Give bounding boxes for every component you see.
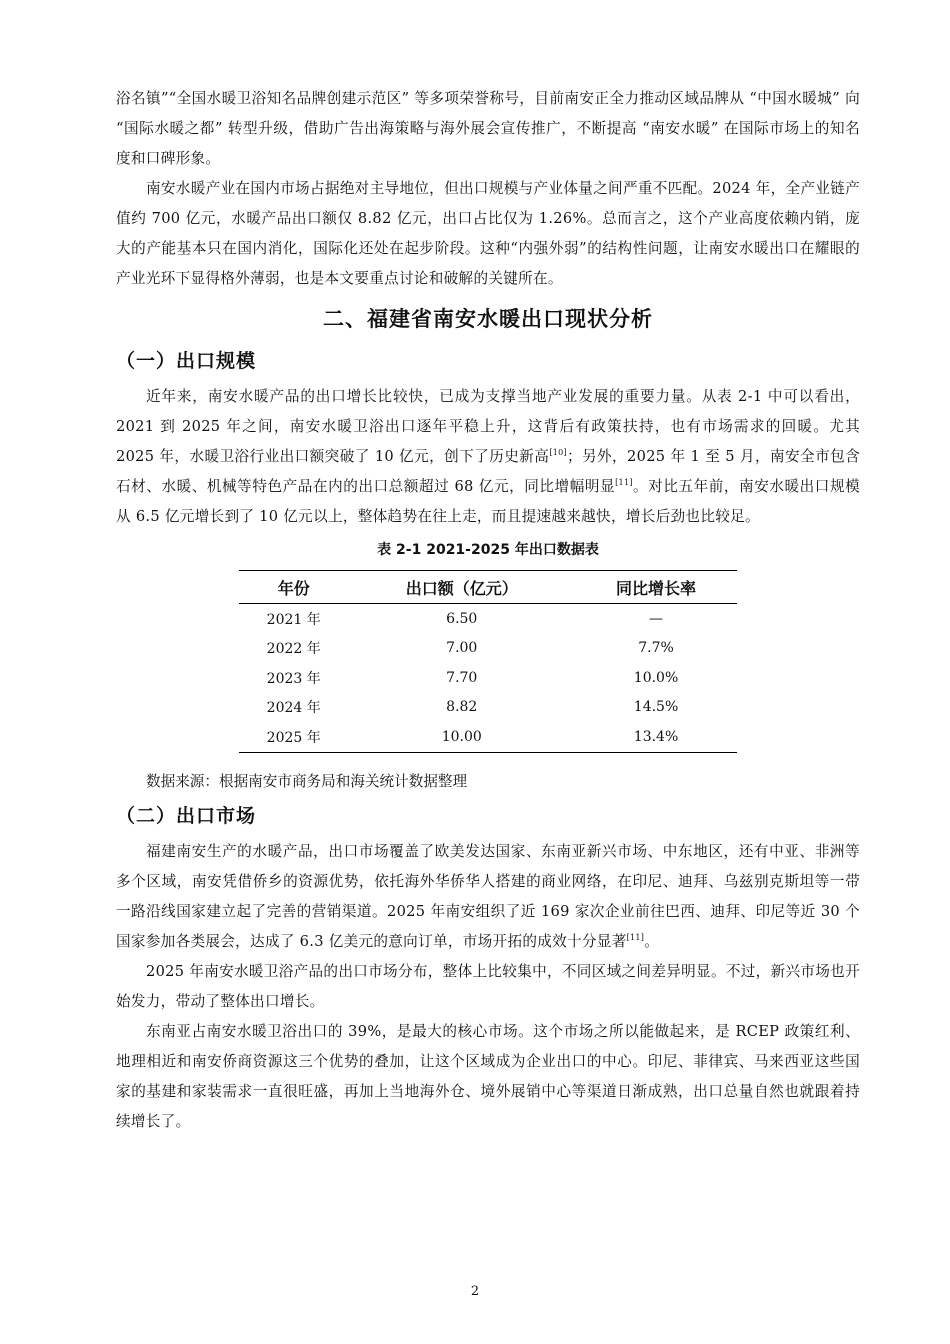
- table-row: [239, 634, 737, 664]
- table-row: [239, 722, 737, 752]
- table-cell-value: 10.00: [441, 728, 482, 745]
- citation-ref: [11]: [626, 932, 645, 942]
- paragraph-domestic-dominance: 南安水暖产业在国内市场占据绝对主导地位，但出口规模与产业体量之间严重不匹配。2024 年，全产业链产值约 700 亿元，水暖产品出口额仅 8.82 亿元，出口占比仅为 1.26%。总而言之，这个产业高度依赖内销，庞大的产能基本只在国内消化，国际化还处在起步阶段。这种“内强外弱”的结构性问题，让南安水暖出口在耀眼的产业光环下显得格外薄弱，也是本文要重点讨论和破解的关键所在。: [116, 180, 860, 287]
- citation-ref: [11]: [615, 478, 633, 487]
- table-cell-value: 7.70: [446, 669, 478, 686]
- table-caption: 表 2-1 2021-2025 年出口数据表: [377, 542, 599, 558]
- table-cell-year: 2025 年: [266, 729, 321, 746]
- text-fragment: ；另外，2025 年 1 至 5 月，南安全市包含石材、水暖、机械等特色产品在内的出口总额超过 68 亿元，同比增幅明显: [116, 448, 861, 495]
- column-header-year: 年份: [239, 571, 348, 604]
- column-header-export-value: 出口额（亿元）: [348, 571, 575, 604]
- table-cell-year: 2022 年: [266, 641, 321, 658]
- text-fragment: 。对比五年前，南安水暖出口规模从 6.5 亿元增长到了 10 亿元以上，整体趋势在往上走，而且提速越来越快，增长后劲也比较足。: [116, 478, 860, 525]
- paragraph-intro-tail: 浴名镇”“全国水暖卫浴知名品牌创建示范区” 等多项荣誉称号，目前南安正全力推动区域品牌从 “中国水暖城” 向 “国际水暖之都” 转型升级，借助广告出海策略与海外展会宣传推广，不断提高 “南安水暖” 在国际市场上的知名度和口碑形象。: [116, 90, 860, 167]
- section-title-export-scale: （一）出口规模: [116, 350, 257, 372]
- document-page: [116, 84, 860, 1137]
- table-row: [239, 693, 737, 723]
- table-cell-year: 2024 年: [266, 700, 321, 717]
- table-cell-growth: —: [649, 610, 664, 627]
- table-source-note: 数据来源：根据南安市商务局和海关统计数据整理: [146, 772, 468, 790]
- table-header-row: [239, 571, 737, 604]
- table-cell-year: 2023 年: [266, 670, 321, 687]
- table-cell-growth: 7.7%: [638, 640, 674, 657]
- page-number: 2: [470, 1284, 480, 1299]
- table-cell-year: 2021 年: [266, 611, 321, 628]
- table-cell-value: 7.00: [446, 640, 478, 657]
- table-row: [239, 663, 737, 693]
- text-fragment: 。: [644, 932, 660, 950]
- paragraph-export-scale: [116, 382, 860, 532]
- column-header-growth-rate: 同比增长率: [575, 571, 737, 604]
- paragraph-southeast-asia: 东南亚占南安水暖卫浴出口的 39%，是最大的核心市场。这个市场之所以能做起来，是 RCEP 政策红利、地理相近和南安侨商资源这三个优势的叠加，让这个区域成为企业出口的中心。印尼、菲律宾、马来西亚这些国家的基建和家装需求一直很旺盛，再加上当地海外仓、境外展销中心等渠道日渐成熟，出口总量自然也就跟着持续增长了。: [116, 1022, 860, 1130]
- paragraph-market-distribution: 2025 年南安水暖卫浴产品的出口市场分布，整体上比较集中，不同区域之间差异明显。不过，新兴市场也开始发力，带动了整体出口增长。: [116, 962, 860, 1010]
- citation-ref: [10]: [549, 448, 567, 457]
- text-fragment: 近年来，南安水暖产品的出口增长比较快，已成为支撑当地产业发展的重要力量。从表 2-1 中可以看出，2021 到 2025 年之间，南安水暖卫浴出口逐年平稳上升，这背后有政策扶持，也有市场需求的回暖。尤其 2025 年，水暖卫浴行业出口额突破了 10 亿元，创下了历史新高: [116, 388, 860, 465]
- section-title-export-market: （二）出口市场: [116, 804, 257, 827]
- paragraph-export-markets: [116, 837, 860, 957]
- table-cell-value: 6.50: [446, 610, 478, 627]
- export-data-table: [239, 570, 737, 753]
- text-fragment: 福建南安生产的水暖产品，出口市场覆盖了欧美发达国家、东南亚新兴市场、中东地区，还有中亚、非洲等多个区域，南安凭借侨乡的资源优势，依托海外华侨华人搭建的商业网络，在印尼、迪拜、乌兹别克斯坦等一带一路沿线国家建立起了完善的营销渠道。2025 年南安组织了近 169 家次企业前往巴西、迪拜、印尼等近 30 个国家参加各类展会，达成了 6.3 亿美元的意向订单，市场开拓的成效十分显著: [116, 842, 860, 950]
- table-row: [239, 604, 737, 634]
- table-cell-value: 8.82: [446, 699, 478, 716]
- table-cell-growth: 13.4%: [633, 728, 679, 745]
- table-cell-growth: 14.5%: [633, 699, 679, 716]
- chapter-title: 二、福建省南安水暖出口现状分析: [323, 307, 653, 331]
- table-cell-growth: 10.0%: [633, 669, 679, 686]
